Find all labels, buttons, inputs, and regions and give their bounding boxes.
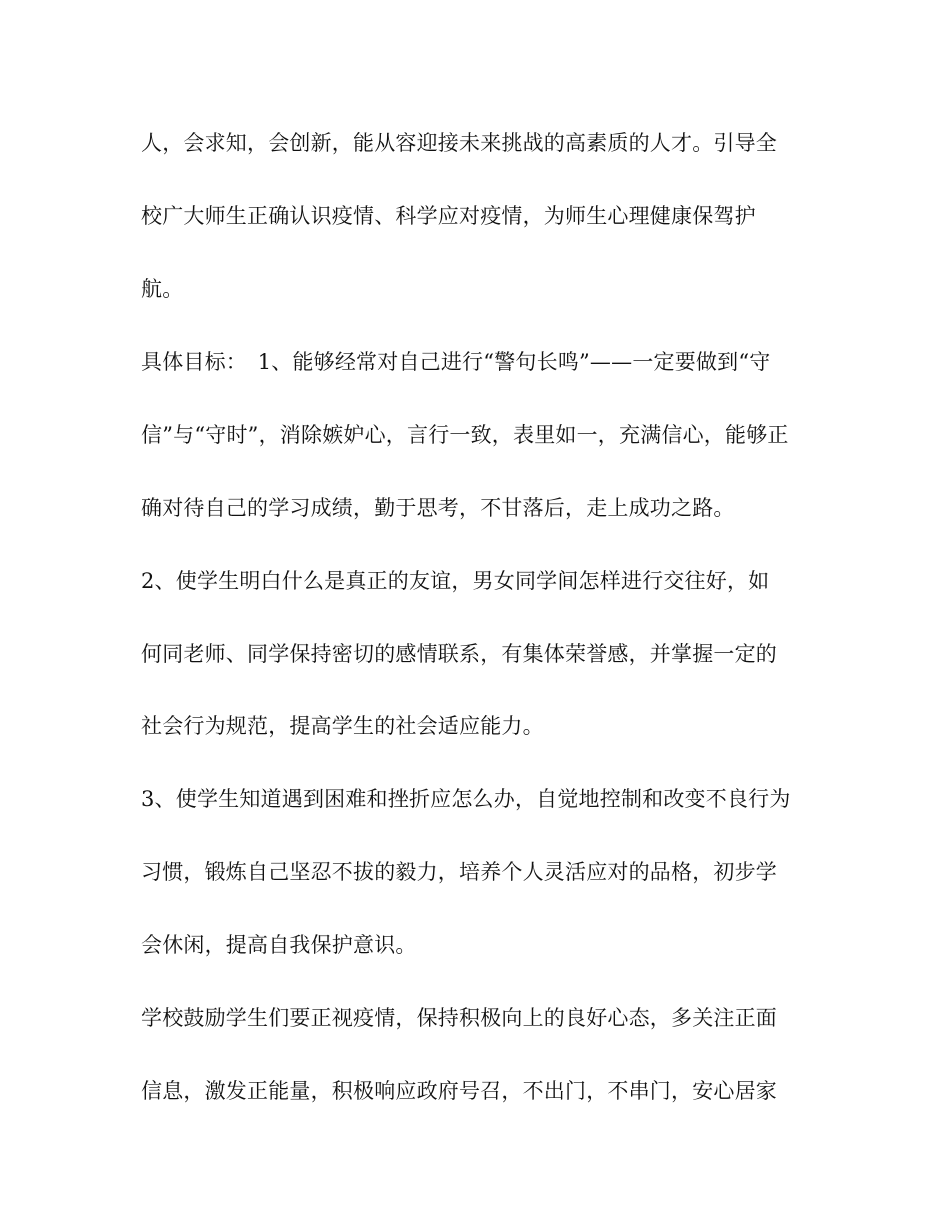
text-line: 何同老师、同学保持密切的感情联系，有集体荣誉感，并掌握一定的 xyxy=(141,642,777,666)
text-line: 2、使学生明白什么是真正的友谊，男女同学间怎样进行交往好，如 xyxy=(141,569,770,593)
text-line: 人，会求知，会创新，能从容迎接未来挑战的高素质的人才。引导全 xyxy=(141,131,777,155)
text-line: 信”与“守时”，消除嫉妒心，言行一致，表里如一，充满信心，能够正 xyxy=(141,423,789,447)
text-line: 校广大师生正确认识疫情、科学应对疫情，为师生心理健康保驾护 xyxy=(141,204,756,228)
text-line: 具体目标： 1、能够经常对自己进行“警句长鸣”——一定要做到“守 xyxy=(141,350,771,374)
text-line: 社会行为规范，提高学生的社会适应能力。 xyxy=(141,714,544,738)
text-line: 学校鼓励学生们要正视疫情，保持积极向上的良好心态，多关注正面 xyxy=(141,1006,777,1030)
text-line: 确对待自己的学习成绩，勤于思考，不甘落后，走上成功之路。 xyxy=(141,496,735,520)
text-line: 习惯，锻炼自己坚忍不拔的毅力，培养个人灵活应对的品格，初步学 xyxy=(141,860,777,884)
text-line: 信息，激发正能量，积极响应政府号召，不出门，不串门，安心居家 xyxy=(141,1079,777,1103)
text-line: 会休闲，提高自我保护意识。 xyxy=(141,933,417,957)
text-line: 航。 xyxy=(141,277,184,301)
text-line: 3、使学生知道遇到困难和挫折应怎么办，自觉地控制和改变不良行为 xyxy=(141,787,791,811)
